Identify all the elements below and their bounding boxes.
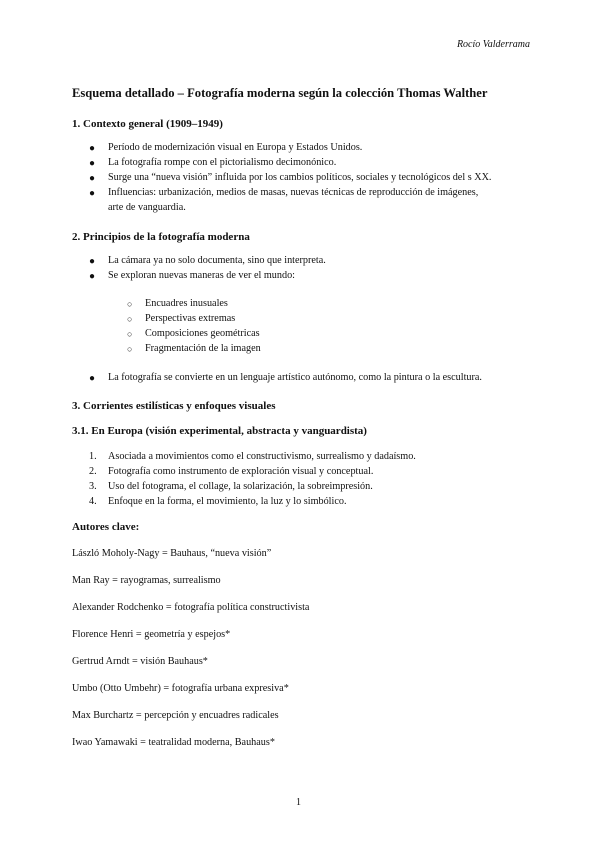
author-entry: Alexander Rodchenko = fotografía política constructivista: [72, 602, 310, 613]
list-item: Influencias: urbanización, medios de masas, nuevas técnicas de reproducción de imágenes,: [108, 187, 479, 198]
bullet-icon: ●: [89, 256, 96, 267]
list-item: La fotografía se convierte en un lenguaje artístico autónomo, como la pintura o la escultura.: [108, 372, 482, 383]
bullet-icon: ●: [89, 271, 96, 282]
author-entry: Iwao Yamawaki = teatralidad moderna, Bauhaus*: [72, 737, 275, 748]
list-item-continuation: arte de vanguardia.: [108, 202, 186, 213]
author-entry: Umbo (Otto Umbehr) = fotografía urbana expresiva*: [72, 683, 289, 694]
sub-list-item: Encuadres inusuales: [145, 298, 228, 309]
list-item: Surge una “nueva visión” influida por los cambios políticos, sociales y tecnológicos del s XX.: [108, 172, 492, 183]
list-number: 3.: [89, 481, 97, 492]
numbered-list-item: Asociada a movimientos como el constructivismo, surrealismo y dadaísmo.: [108, 451, 416, 462]
numbered-list-item: Enfoque en la forma, el movimiento, la luz y lo simbólico.: [108, 496, 347, 507]
circle-bullet-icon: ○: [127, 329, 133, 339]
list-item: La cámara ya no solo documenta, sino que interpreta.: [108, 255, 326, 266]
author-entry: Florence Henri = geometría y espejos*: [72, 629, 231, 640]
author-entry: Max Burchartz = percepción y encuadres radicales: [72, 710, 279, 721]
page-number: 1: [296, 797, 301, 808]
numbered-list-item: Uso del fotograma, el collage, la solarización, la sobreimpresión.: [108, 481, 373, 492]
list-number: 2.: [89, 466, 97, 477]
sub-list-item: Fragmentación de la imagen: [145, 343, 261, 354]
list-item: Período de modernización visual en Europa y Estados Unidos.: [108, 142, 363, 153]
author-entry: László Moholy-Nagy = Bauhaus, “nueva visión”: [72, 548, 272, 559]
circle-bullet-icon: ○: [127, 299, 133, 309]
authors-heading: Autores clave:: [72, 521, 140, 533]
bullet-icon: ●: [89, 143, 96, 154]
circle-bullet-icon: ○: [127, 344, 133, 354]
sub-list-item: Composiciones geométricas: [145, 328, 260, 339]
list-number: 1.: [89, 451, 97, 462]
bullet-icon: ●: [89, 188, 96, 199]
bullet-icon: ●: [89, 173, 96, 184]
section-3-heading: 3. Corrientes estilísticas y enfoques visuales: [72, 400, 276, 412]
author-entry: Gertrud Arndt = visión Bauhaus*: [72, 656, 208, 667]
list-item: Se exploran nuevas maneras de ver el mundo:: [108, 270, 295, 281]
section-2-heading: 2. Principios de la fotografía moderna: [72, 231, 250, 243]
sub-list-item: Perspectivas extremas: [145, 313, 236, 324]
numbered-list-item: Fotografía como instrumento de exploración visual y conceptual.: [108, 466, 374, 477]
circle-bullet-icon: ○: [127, 314, 133, 324]
section-3-1-heading: 3.1. En Europa (visión experimental, abstracta y vanguardista): [72, 425, 367, 437]
section-1-heading: 1. Contexto general (1909–1949): [72, 118, 223, 130]
bullet-icon: ●: [89, 373, 96, 384]
page-header-author: Rocío Valderrama: [456, 39, 530, 50]
author-entry: Man Ray = rayogramas, surrealismo: [72, 575, 221, 586]
bullet-icon: ●: [89, 158, 96, 169]
list-number: 4.: [89, 496, 97, 507]
document-title: Esquema detallado – Fotografía moderna según la colección Thomas Walther: [72, 86, 488, 100]
list-item: La fotografía rompe con el pictorialismo decimonónico.: [108, 157, 337, 168]
